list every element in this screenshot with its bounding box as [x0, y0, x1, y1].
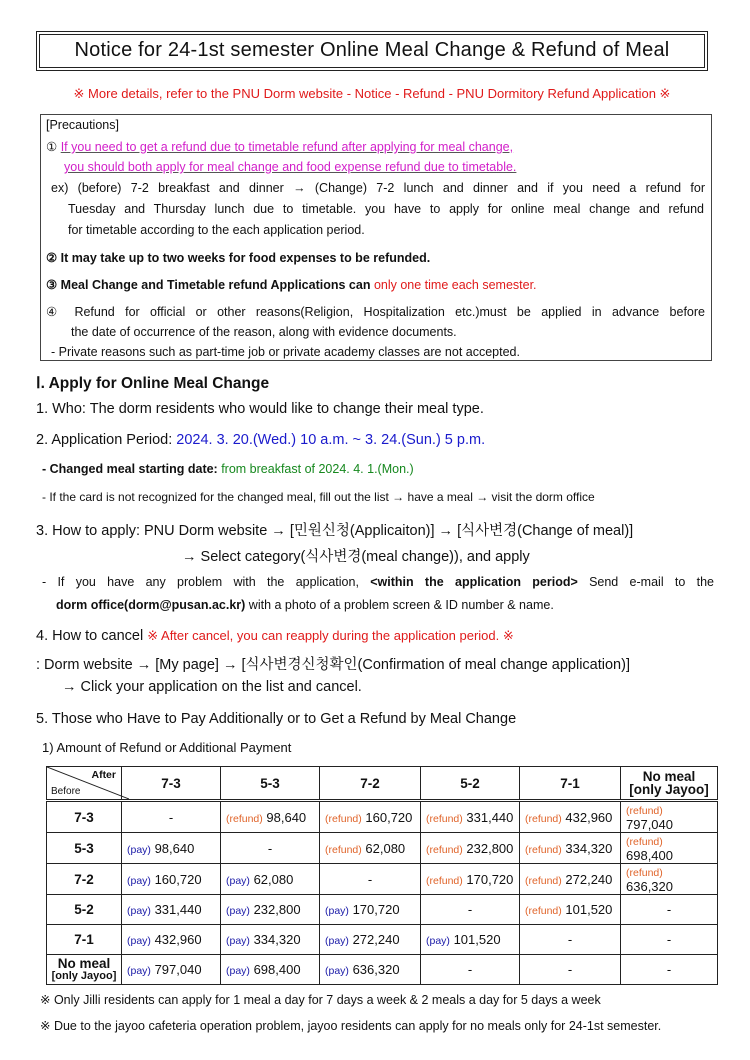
refund-tag: (refund) [626, 867, 663, 879]
amount-value: 331,440 [466, 809, 514, 825]
cancel-line-1: : Dorm website → [My page] → [식사변경신청확인(Confirmation of meal change application)] [36, 657, 630, 673]
table-cell [621, 801, 718, 833]
start-date-label: - Changed meal starting date: [42, 462, 222, 476]
table-cell [122, 833, 221, 864]
table-cell [621, 833, 718, 864]
refund-tag: (refund) [226, 812, 263, 825]
table-cell [122, 925, 221, 955]
amount-value: 101,520 [565, 902, 613, 917]
pay-tag: (pay) [325, 905, 349, 917]
amount-value: 98,640 [154, 840, 195, 856]
table-cell: - [520, 955, 621, 985]
how-to-cancel [36, 628, 514, 644]
row-header: 5-3 [47, 833, 122, 864]
pay-tag: (pay) [127, 965, 151, 977]
how-to-apply-line-1: 3. How to apply: PNU Dorm website → [민원신청(Applicaiton)] → [식사변경(Change of meal)] [36, 523, 634, 539]
refund-tag: (refund) [426, 812, 463, 825]
column-header-no-meal [621, 767, 718, 801]
pay-refund-heading: 5. Those who Have to Pay Additionally or to Get a Refund by Meal Change [36, 711, 517, 727]
corner-after-label: After [91, 769, 116, 781]
refund-tag: (refund) [525, 874, 562, 887]
corner-before-label: Before [51, 786, 81, 797]
amount-value: 160,720 [365, 809, 413, 825]
amount-heading: 1) Amount of Refund or Additional Payment [42, 740, 292, 755]
table-row [47, 955, 718, 985]
problem-line-1 [42, 575, 714, 589]
notice-title: Notice for 24-1st semester Online Meal Change & Refund of Meal [74, 39, 670, 61]
notice-title-box [36, 31, 708, 71]
pay-tag: (pay) [226, 965, 250, 977]
section-1-heading: Ⅰ. Apply for Online Meal Change [36, 375, 270, 392]
table-header-row [47, 767, 718, 801]
pay-tag: (pay) [127, 905, 151, 917]
table-cell: - [221, 833, 320, 864]
table-cell: - [520, 925, 621, 955]
column-header: 5-3 [221, 767, 320, 801]
amount-value: 232,800 [253, 902, 301, 917]
amount-value: 101,520 [453, 932, 501, 947]
row-header [47, 955, 122, 985]
problem-text-d: with a photo of a problem screen & ID number & name. [245, 598, 554, 612]
amount-value: 62,080 [365, 840, 406, 856]
refund-tag: (refund) [525, 812, 562, 825]
table-cell [421, 925, 520, 955]
item-3-highlight: only one time each semester. [373, 278, 537, 292]
table-cell [221, 925, 320, 955]
amount-value: 432,960 [154, 932, 202, 947]
refund-tag: (refund) [426, 843, 463, 856]
row-label-line-1: No meal [57, 955, 111, 971]
application-period [36, 432, 485, 448]
pay-tag: (pay) [127, 843, 151, 856]
table-cell: - [421, 955, 520, 985]
problem-line-2 [56, 598, 554, 612]
table-cell [421, 864, 520, 895]
row-header: 7-2 [47, 864, 122, 895]
item-3-text: ③ Meal Change and Timetable refund Applications can [46, 278, 374, 292]
column-header: 7-2 [320, 767, 421, 801]
cancel-note: ※ After cancel, you can reapply during the application period. ※ [147, 628, 514, 643]
dorm-email-link[interactable]: dorm office(dorm@pusan.ac.kr) [56, 598, 246, 612]
start-date-value: from breakfast of 2024. 4. 1.(Mon.) [221, 462, 414, 476]
precaution-item-4-line-2: the date of occurrence of the reason, along with evidence documents. [71, 325, 457, 339]
who-line: 1. Who: The dorm residents who would like to change their meal type. [36, 401, 484, 417]
table-cell: - [122, 801, 221, 833]
column-header: 7-3 [122, 767, 221, 801]
amount-value: 62,080 [253, 871, 294, 887]
pay-tag: (pay) [325, 935, 349, 947]
item-1-line-2: you should both apply for meal change and food expense refund due to timetable. [64, 160, 517, 174]
table-cell [520, 864, 621, 895]
amount-value: 98,640 [266, 809, 307, 825]
pay-tag: (pay) [226, 935, 250, 947]
amount-value: 698,400 [626, 848, 673, 863]
cancel-line-2: → Click your application on the list and cancel. [62, 679, 362, 695]
refund-tag: (refund) [626, 805, 663, 817]
amount-value: 636,320 [626, 879, 673, 894]
row-header: 7-1 [47, 925, 122, 955]
row-header: 7-3 [47, 801, 122, 833]
amount-value: 698,400 [253, 962, 301, 977]
amount-value: 334,320 [253, 932, 301, 947]
table-cell: - [621, 925, 718, 955]
refund-tag: (refund) [626, 836, 663, 848]
period-label: 2. Application Period: [36, 432, 177, 448]
table-cell [421, 801, 520, 833]
table-corner-cell [47, 767, 122, 801]
table-cell [320, 833, 421, 864]
example-line-2: Tuesday and Thursday lunch due to timetable. you have to apply for online meal change and refund [68, 202, 704, 216]
table-cell [320, 955, 421, 985]
no-meal-line-2: [only Jayoo] [629, 782, 709, 797]
precautions-heading: [Precautions] [46, 118, 119, 132]
item-1-number: ① [46, 140, 58, 154]
cancel-label: 4. How to cancel [36, 628, 148, 644]
example-line-3: for timetable according to the each application period. [68, 223, 365, 237]
refund-tag: (refund) [325, 843, 362, 856]
problem-period: <within the application period> [370, 575, 578, 589]
refund-tag: (refund) [525, 905, 562, 917]
table-row [47, 801, 718, 833]
amount-value: 636,320 [352, 962, 400, 977]
precaution-item-1 [46, 139, 513, 154]
amount-value: 797,040 [154, 962, 202, 977]
table-cell [221, 864, 320, 895]
table-row [47, 895, 718, 925]
amount-value: 160,720 [154, 871, 202, 887]
table-cell [320, 895, 421, 925]
table-cell [221, 801, 320, 833]
amount-value: 170,720 [352, 902, 400, 917]
precaution-item-4-line-1: ④ Refund for official or other reasons(Religion, Hospitalization etc.)must be applied in advance before [46, 305, 705, 319]
table-cell [122, 895, 221, 925]
pay-tag: (pay) [226, 905, 250, 917]
refund-tag: (refund) [426, 874, 463, 887]
table-cell [221, 895, 320, 925]
table-cell [122, 864, 221, 895]
amount-value: 432,960 [565, 809, 613, 825]
table-cell [520, 801, 621, 833]
no-meal-line-1: No meal [642, 769, 696, 784]
item-1-line-1: If you need to get a refund due to timetable refund after applying for meal change, [60, 140, 514, 154]
table-cell [320, 801, 421, 833]
amount-value: 272,240 [352, 932, 400, 947]
refund-payment-table [46, 766, 718, 985]
table-row [47, 864, 718, 895]
table-row [47, 925, 718, 955]
amount-value: 232,800 [466, 840, 514, 856]
table-cell: - [621, 955, 718, 985]
how-to-apply-line-2: → Select category(식사변경(meal change)), and apply [182, 549, 530, 565]
precaution-item-3 [46, 277, 537, 292]
table-cell: - [421, 895, 520, 925]
table-cell [520, 895, 621, 925]
start-date-line [42, 462, 414, 476]
amount-value: 272,240 [565, 871, 613, 887]
table-row [47, 833, 718, 864]
amount-value: 797,040 [626, 817, 673, 832]
refund-tag: (refund) [525, 843, 562, 856]
amount-value: 331,440 [154, 902, 202, 917]
column-header: 7-1 [520, 767, 621, 801]
pay-tag: (pay) [426, 935, 450, 947]
pay-tag: (pay) [127, 874, 151, 887]
details-note: ※ More details, refer to the PNU Dorm website - Notice - Refund - PNU Dormitory Refund Application ※ [73, 86, 671, 101]
problem-text-a: - If you have any problem with the application, [42, 575, 371, 589]
row-header: 5-2 [47, 895, 122, 925]
refund-tag: (refund) [325, 812, 362, 825]
table-cell [421, 833, 520, 864]
table-cell [320, 925, 421, 955]
column-header: 5-2 [421, 767, 520, 801]
table-body [47, 801, 718, 985]
card-note: - If the card is not recognized for the changed meal, fill out the list → have a meal → visit the dorm office [42, 490, 595, 504]
footnote-1: ※ Only Jilli residents can apply for 1 meal a day for 7 days a week & 2 meals a day for 5 days a week [40, 993, 601, 1007]
pay-tag: (pay) [325, 965, 349, 977]
pay-tag: (pay) [127, 935, 151, 947]
table-cell [221, 955, 320, 985]
footnote-2: ※ Due to the jayoo cafeteria operation problem, jayoo residents can apply for no meals only for 24-1st semester. [40, 1019, 662, 1033]
precaution-item-2: ② It may take up to two weeks for food expenses to be refunded. [46, 251, 431, 265]
table-cell: - [621, 895, 718, 925]
period-value: 2024. 3. 20.(Wed.) 10 a.m. ~ 3. 24.(Sun.) 5 p.m. [176, 432, 486, 448]
problem-text-c: Send e-mail to the [577, 575, 714, 589]
table-cell [122, 955, 221, 985]
amount-value: 170,720 [466, 871, 514, 887]
table-cell [520, 833, 621, 864]
table-cell: - [320, 864, 421, 895]
row-label-line-2: [only Jayoo] [51, 969, 117, 982]
example-line-1: ex) (before) 7-2 breakfast and dinner → (Change) 7-2 lunch and dinner and if you need a refund for [51, 181, 705, 195]
pay-tag: (pay) [226, 874, 250, 887]
table-cell [621, 864, 718, 895]
precaution-item-4-note: - Private reasons such as part-time job or private academy classes are not accepted. [51, 345, 520, 359]
amount-value: 334,320 [565, 840, 613, 856]
